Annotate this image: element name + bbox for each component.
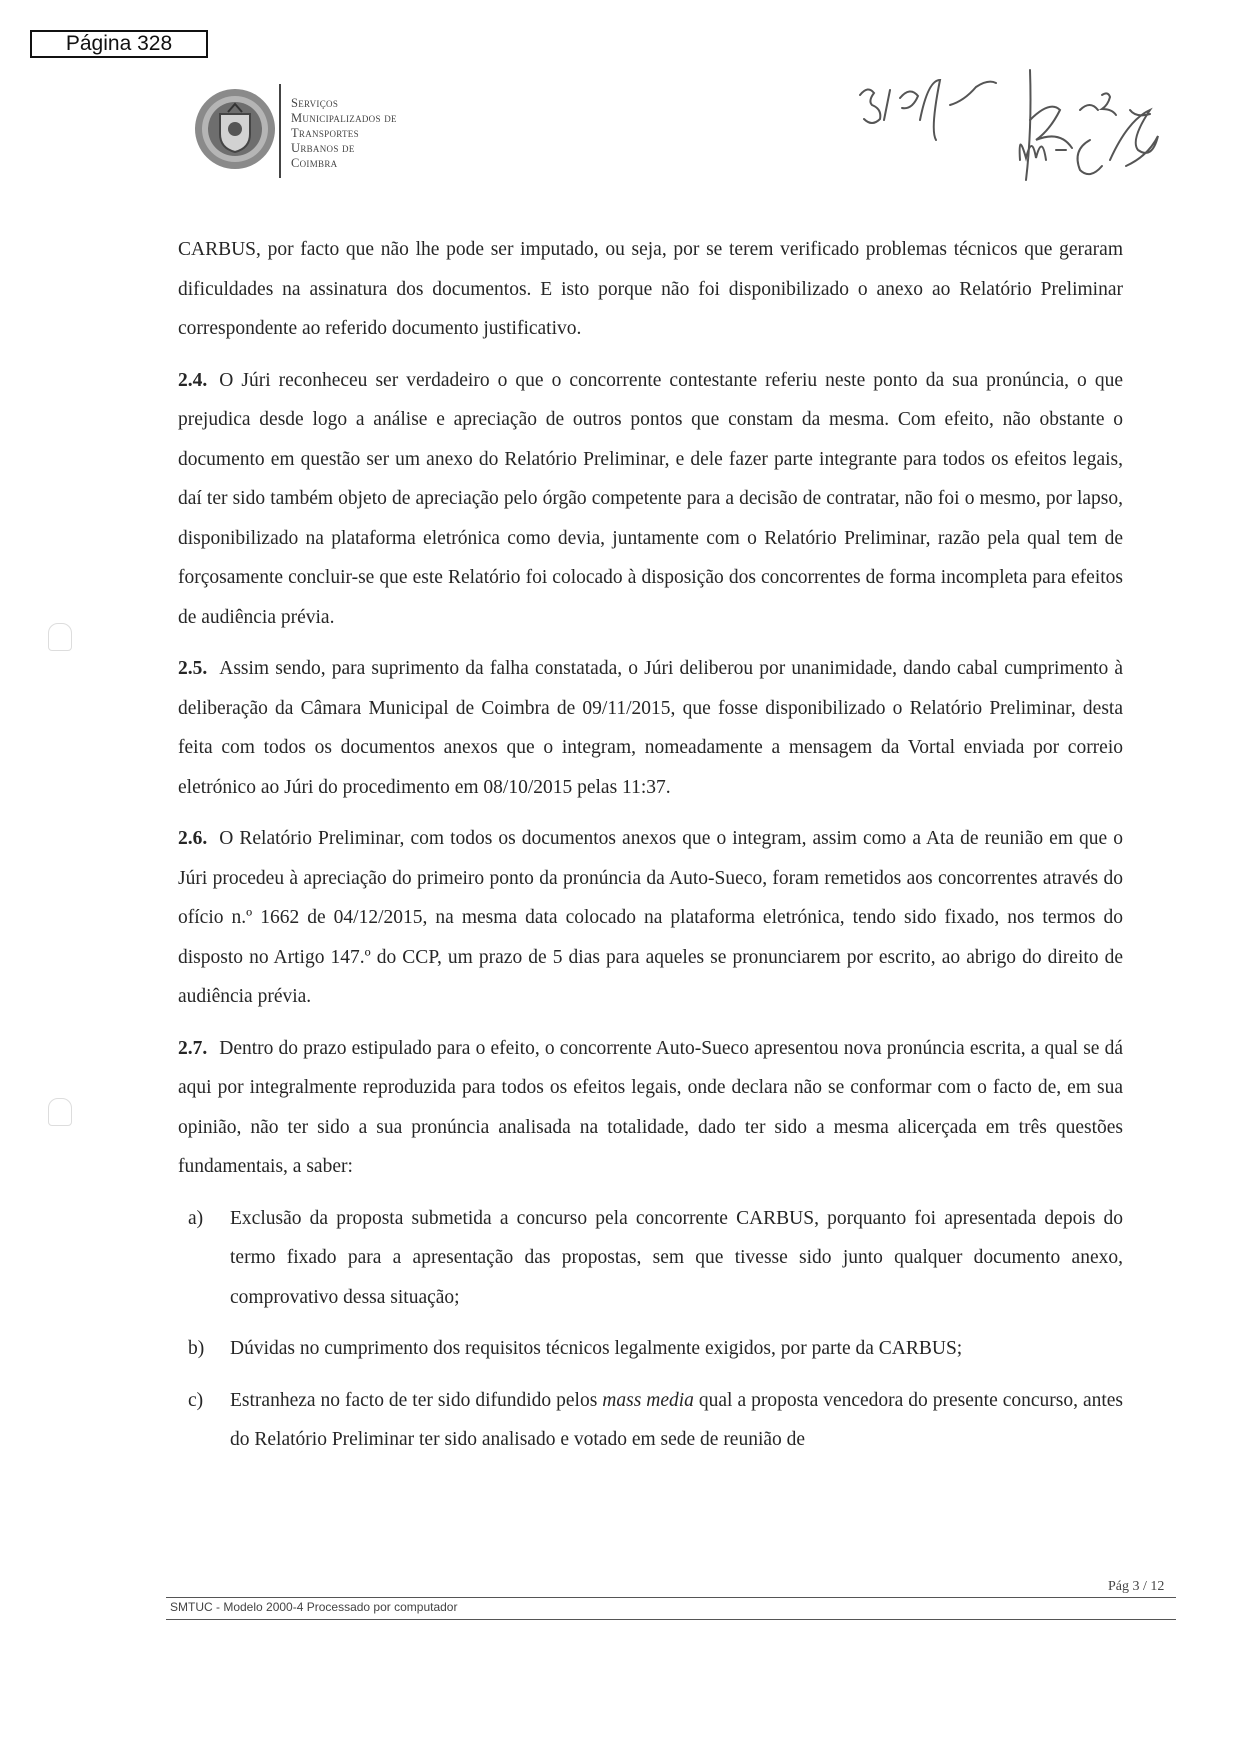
handwritten-signatures xyxy=(840,50,1180,230)
section-text: Assim sendo, para suprimento da falha constatada, o Júri deliberou por unanimidade, dando cabal cumprimento à deliberação da Câmara Municipal de Coimbra de 09/11/2015, que fosse disponibilizado o Relatório Preliminar, desta feita com todos os documentos anexos que o integram, nomeadamente a mensagem da Vortal enviada por correio eletrónico ao Júri do procedimento em 08/10/2015 pelas 11:37. xyxy=(178,658,1123,798)
list-item-italic: mass media xyxy=(602,1389,694,1411)
document-body xyxy=(178,230,1123,1472)
footer-form-code: SMTUC - Modelo 2000-4 Processado por computador xyxy=(170,1600,458,1614)
footer-divider xyxy=(166,1619,1176,1620)
list-item-label: c) xyxy=(188,1389,204,1411)
punch-hole-mark xyxy=(48,623,72,651)
section-number: 2.7. xyxy=(178,1037,208,1059)
page-stamp: Página 328 xyxy=(30,30,208,58)
page-number: Pág 3 / 12 xyxy=(1108,1579,1165,1594)
section-text: Dentro do prazo estipulado para o efeito, o concorrente Auto-Sueco apresentou nova pronúncia escrita, a qual se dá aqui por integralmente reproduzida para todos os efeitos legais, onde declara não se conformar com o facto de, em sua opinião, não ter sido a sua pronúncia analisada na totalidade, dado ter sido a mesma alicerçada em três questões fundamentais, a saber: xyxy=(178,1037,1123,1177)
list-item-text: Exclusão da proposta submetida a concurso pela concorrente CARBUS, porquanto foi apresentada depois do termo fixado para a apresentação das propostas, sem que tivesse sido junto qualquer documento anexo, comprovativo dessa situação; xyxy=(230,1207,1123,1308)
coat-of-arms-logo xyxy=(190,84,280,174)
section-2-7 xyxy=(178,1029,1123,1187)
section-2-6 xyxy=(178,819,1123,1017)
section-2-5 xyxy=(178,649,1123,807)
list-item-label: b) xyxy=(188,1338,205,1359)
list-item xyxy=(188,1381,1123,1460)
list-item xyxy=(188,1199,1123,1318)
section-text: O Júri reconheceu ser verdadeiro o que o concorrente contestante referiu neste ponto da sua pronúncia, o que prejudica desde logo a análise e apreciação de outros pontos que constam da mesma. Com efeito, não obstante o documento em questão ser um anexo do Relatório Preliminar, e dele fazer parte integrante para todos os efeitos legais, daí ter sido também objeto de apreciação pelo órgão competente para a decisão de contratar, não foi o mesmo, por lapso, disponibilizado na plataforma eletrónica como devia, juntamente com o Relatório Preliminar, razão pela qual tem de forçosamente concluir-se que este Relatório foi colocado à disposição dos concorrentes de forma incompleta para efeitos de audiência prévia. xyxy=(178,369,1123,628)
list-item-text-before: Estranheza no facto de ter sido difundido pelos xyxy=(230,1389,598,1411)
list-item-text: Dúvidas no cumprimento dos requisitos técnicos legalmente exigidos, por parte da CARBUS; xyxy=(230,1338,963,1359)
question-list xyxy=(178,1199,1123,1460)
list-item-label: a) xyxy=(188,1207,204,1229)
footer-divider xyxy=(166,1597,1176,1598)
section-number: 2.6. xyxy=(178,828,208,849)
section-2-4 xyxy=(178,361,1123,638)
logo-divider xyxy=(279,84,281,178)
section-text: O Relatório Preliminar, com todos os documentos anexos que o integram, assim como a Ata de reunião em que o Júri procedeu à apreciação do primeiro ponto da pronúncia da Auto-Sueco, foram remetidos aos concorrentes através do ofício n.º 1662 de 04/12/2015, na mesma data colocado na plataforma eletrónica, tendo sido fixado, nos termos do disposto no Artigo 147.º do CCP, um prazo de 5 dias para aqueles se pronunciarem por escrito, ao abrigo do direito de audiência prévia. xyxy=(178,828,1123,1007)
section-number: 2.5. xyxy=(178,658,208,679)
list-item-text-after: qual a proposta vencedora do presente concurso, antes do Relatório Preliminar ter sido analisado e votado em sede de reunião de xyxy=(230,1389,1124,1450)
organization-name: Serviços Municipalizados de Transportes Urbanos de Coimbra xyxy=(291,96,397,170)
section-number: 2.4. xyxy=(178,369,208,391)
intro-paragraph: CARBUS, por facto que não lhe pode ser imputado, ou seja, por se terem verificado problemas técnicos que geraram dificuldades na assinatura dos documentos. E isto porque não foi disponibilizado o anexo ao Relatório Preliminar correspondente ao referido documento justificativo. xyxy=(178,239,1123,339)
punch-hole-mark xyxy=(48,1098,72,1126)
list-item xyxy=(188,1329,1123,1369)
